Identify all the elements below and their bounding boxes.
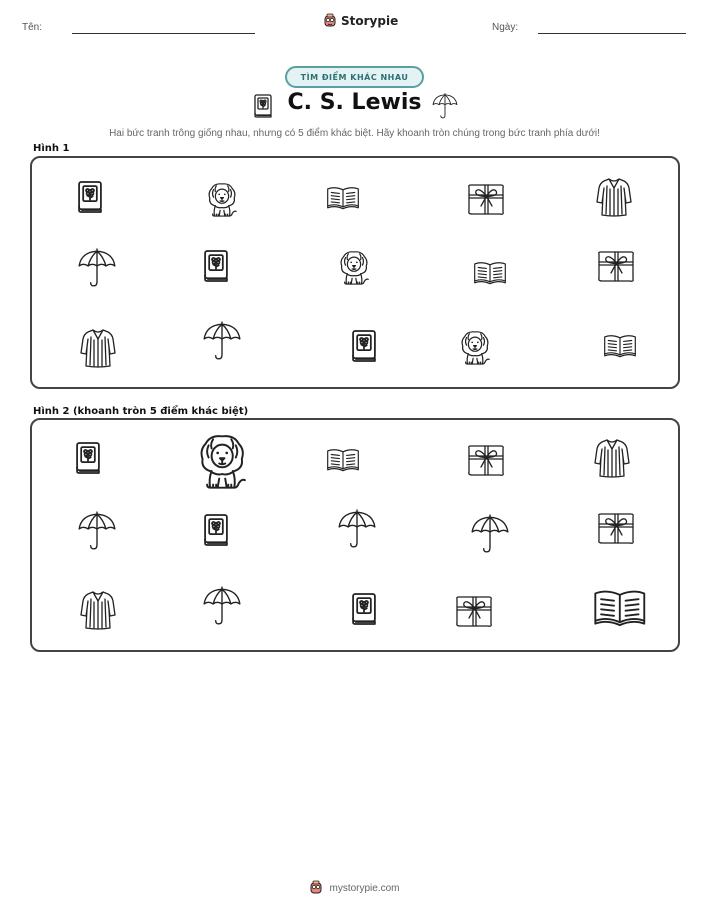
activity-badge: TÌM ĐIỂM KHÁC NHAU	[285, 66, 424, 88]
storypie-logo	[323, 13, 398, 29]
logo-text: Storypie	[341, 14, 399, 28]
lion-icon	[337, 248, 371, 288]
open-book-icon	[325, 183, 361, 211]
footer-url[interactable]: mystorypie.com	[329, 882, 400, 894]
name-field[interactable]	[72, 33, 255, 34]
storypie-mascot-icon	[309, 880, 323, 896]
name-label: Tên:	[22, 22, 43, 33]
gift-icon[interactable]	[464, 440, 508, 480]
book-icon	[75, 179, 105, 215]
robe-icon[interactable]	[594, 437, 630, 479]
book-icon	[201, 248, 231, 284]
umbrella-icon[interactable]	[469, 513, 511, 555]
umbrella-icon[interactable]	[76, 510, 118, 552]
lion-icon	[458, 328, 492, 368]
robe-icon[interactable]	[80, 589, 116, 631]
picture2-label: Hình 2 (khoanh tròn 5 điểm khác biệt)	[33, 406, 249, 417]
title-text: C. S. Lewis	[287, 90, 422, 115]
date-label: Ngày:	[492, 22, 519, 33]
gift-icon[interactable]	[594, 508, 638, 548]
umbrella-icon[interactable]	[336, 508, 378, 550]
book-icon[interactable]	[349, 591, 379, 627]
umbrella-icon	[76, 247, 118, 289]
open-book-icon	[472, 258, 508, 286]
umbrella-icon	[201, 320, 243, 362]
gift-icon	[594, 246, 638, 286]
book-icon[interactable]	[73, 440, 103, 476]
lion-icon	[205, 180, 239, 220]
book-icon	[349, 328, 379, 364]
robe-icon	[596, 176, 632, 218]
title-umbrella-icon	[430, 92, 460, 124]
instructions: Hai bức tranh trông giống nhau, nhưng có 5 điểm khác biệt. Hãy khoanh tròn chúng trong bức tranh phía dưới!	[109, 128, 600, 139]
date-field[interactable]	[538, 33, 686, 34]
book-icon[interactable]	[201, 512, 231, 548]
robe-icon	[80, 327, 116, 369]
storypie-mascot-icon	[323, 13, 337, 29]
open-book-icon	[602, 331, 638, 359]
gift-icon	[464, 179, 508, 219]
title-book-icon	[252, 93, 274, 123]
open-book-icon[interactable]	[325, 445, 361, 473]
picture1-label: Hình 1	[33, 143, 70, 154]
lion-icon[interactable]	[195, 430, 249, 494]
page-title	[0, 90, 709, 115]
umbrella-icon[interactable]	[201, 585, 243, 627]
gift-icon[interactable]	[452, 591, 496, 631]
footer	[0, 880, 709, 896]
open-book-icon[interactable]	[591, 584, 649, 629]
